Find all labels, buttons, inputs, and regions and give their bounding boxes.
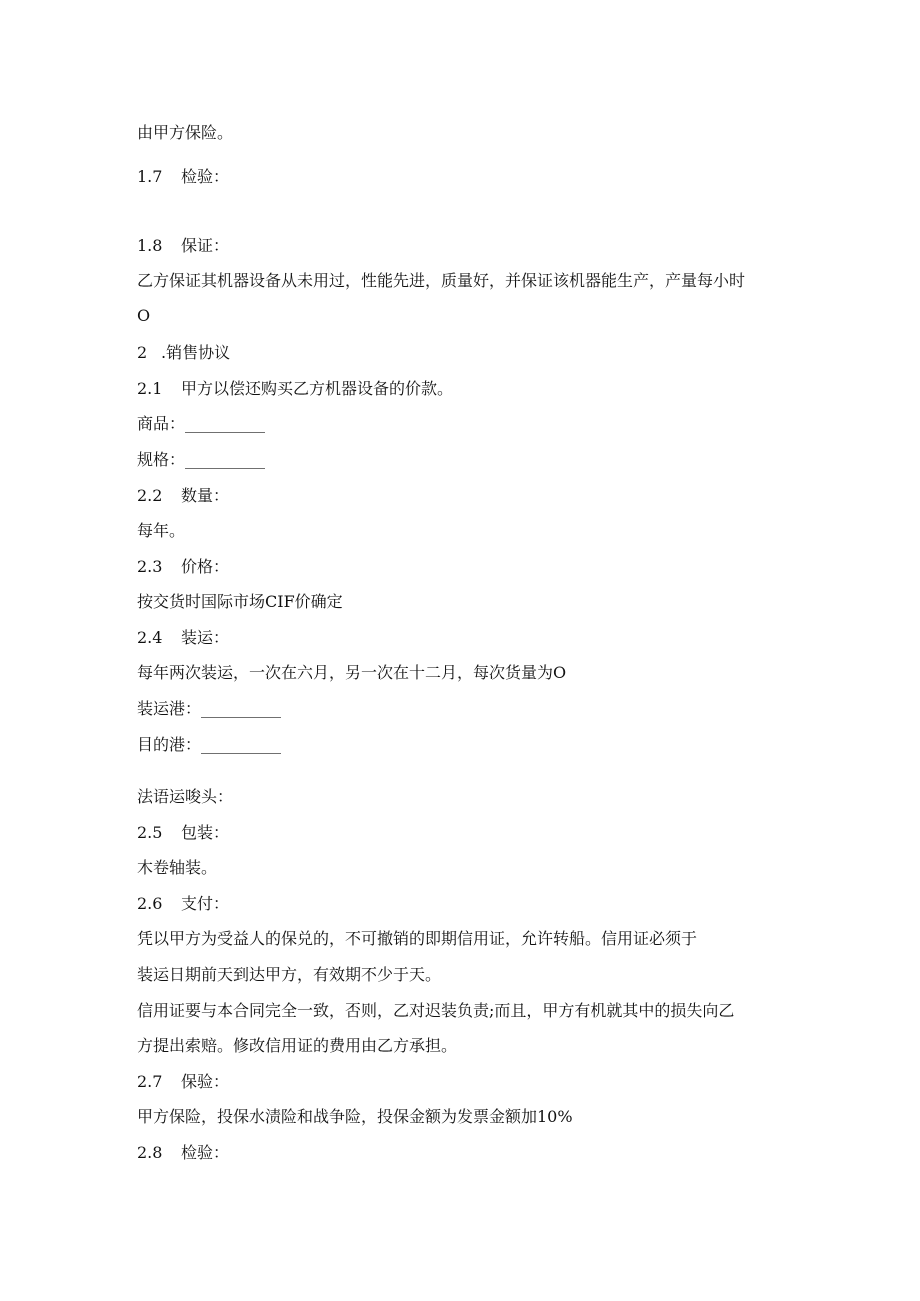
section-title: 价格：: [181, 557, 230, 576]
section-number: 2.3: [137, 557, 163, 576]
text-line: [137, 122, 233, 144]
section-heading-2-4: [137, 627, 229, 649]
fill-blank: __________: [201, 735, 282, 754]
field-label: 商品：: [137, 414, 186, 433]
line-text: 法语运唆头：: [137, 787, 234, 806]
section-heading-2-2: [137, 485, 229, 507]
text-line: [137, 1035, 457, 1057]
section-heading-1-8: [137, 235, 229, 257]
field-line-destination-port: [137, 734, 281, 756]
line-text: 信用证要与本合同完全一致，否则，乙对迟装负责;而且，甲方有机就其中的损失向乙: [137, 1001, 735, 1020]
text-line: [137, 786, 233, 808]
line-text: 凭以甲方为受益人的保兑的，不可撤销的即期信用证，允许转船。信用证必须于: [137, 929, 698, 948]
section-number: 2.4: [137, 628, 163, 647]
line-text: 装运日期前天到达甲方，有效期不少于天。: [137, 965, 442, 984]
section-number: 2.1: [137, 379, 163, 398]
field-line-spec: [137, 449, 265, 471]
section-heading-2-7: [137, 1071, 229, 1093]
section-heading-2-8: [137, 1142, 229, 1164]
section-number: 2.6: [137, 894, 163, 913]
section-heading-2-1: [137, 378, 453, 400]
field-line-goods: [137, 413, 265, 435]
text-line: [137, 270, 745, 292]
section-title: 支付：: [181, 894, 230, 913]
section-number: 2: [137, 343, 148, 362]
section-heading-2: [137, 342, 230, 364]
section-title: 保验：: [181, 1072, 230, 1091]
section-heading-1-7: [137, 166, 229, 188]
line-text: 由甲方保险。: [137, 123, 234, 142]
line-text: 乙方保证其机器设备从未用过，性能先进，质量好，并保证该机器能生产，产量每小时: [137, 271, 746, 290]
section-heading-2-3: [137, 556, 229, 578]
section-title: 保证：: [181, 236, 230, 255]
line-text: 每年。: [137, 521, 186, 540]
text-line: [137, 1106, 573, 1128]
line-text: 木卷轴装。: [137, 858, 218, 877]
fill-blank: __________: [185, 414, 266, 433]
text-line: [137, 857, 217, 879]
section-title: 数量：: [181, 486, 230, 505]
section-title: .销售协议: [161, 343, 231, 362]
line-text: O: [137, 306, 151, 325]
field-label: 装运港：: [137, 699, 202, 718]
section-number: 2.2: [137, 486, 163, 505]
text-line: [137, 1000, 734, 1022]
text-line: [137, 964, 441, 986]
line-text: 按交货时国际市场CIF价确定: [137, 592, 343, 611]
line-text: 甲方保险，投保水渍险和战争险，投保金额为发票金额加10%: [137, 1107, 573, 1126]
fill-blank: __________: [185, 450, 266, 469]
section-number: 1.8: [137, 236, 163, 255]
section-title: 甲方以偿还购买乙方机器设备的价款。: [181, 379, 454, 398]
section-number: 1.7: [137, 167, 163, 186]
field-label: 规格：: [137, 450, 186, 469]
text-line: [137, 928, 697, 950]
section-number: 2.5: [137, 823, 163, 842]
section-title: 检验：: [181, 167, 230, 186]
text-line: [137, 520, 185, 542]
field-line-loading-port: [137, 698, 281, 720]
section-title: 检验：: [181, 1143, 230, 1162]
section-title: 装运：: [181, 628, 230, 647]
section-number: 2.7: [137, 1072, 163, 1091]
line-text: 每年两次装运，一次在六月，另一次在十二月，每次货量为O: [137, 663, 567, 682]
section-number: 2.8: [137, 1143, 163, 1162]
text-line: [137, 662, 566, 684]
section-heading-2-6: [137, 893, 229, 915]
line-text: 方提出索赔。修改信用证的费用由乙方承担。: [137, 1036, 458, 1055]
fill-blank: __________: [201, 699, 282, 718]
field-label: 目的港：: [137, 735, 202, 754]
section-heading-2-5: [137, 822, 229, 844]
text-line: [137, 305, 150, 327]
section-title: 包装：: [181, 823, 230, 842]
text-line: [137, 591, 343, 613]
